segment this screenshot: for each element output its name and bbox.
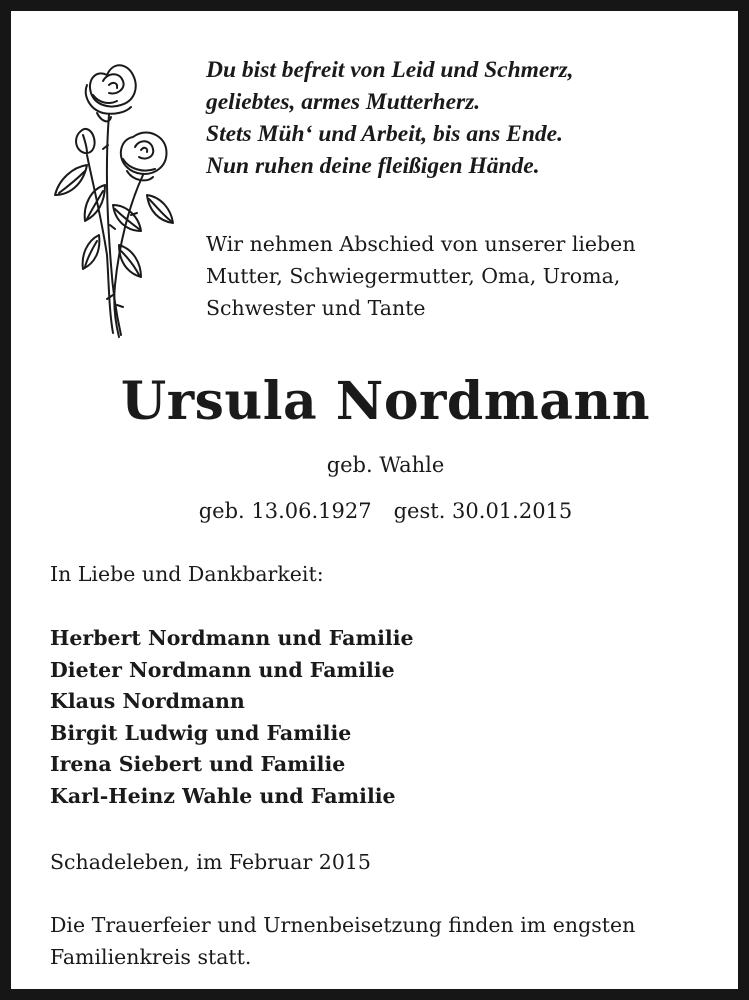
life-dates bbox=[11, 495, 749, 527]
mourner-item: Dieter Nordmann und Familie bbox=[50, 657, 395, 682]
deceased-name: Ursula Nordmann bbox=[120, 371, 651, 432]
birth-date: geb. 13.06.1927 bbox=[198, 499, 372, 523]
intro-line: Wir nehmen Abschied von unserer lieben bbox=[206, 232, 636, 256]
place-date: Schadeleben, im Februar 2015 bbox=[50, 850, 371, 874]
farewell-intro bbox=[206, 228, 726, 324]
poem-line: Du bist befreit von Leid und Schmerz, bbox=[206, 57, 574, 83]
intro-line: Mutter, Schwiegermutter, Oma, Uroma, bbox=[206, 264, 621, 288]
poem-line: Nun ruhen deine fleißigen Hände. bbox=[206, 153, 540, 179]
poem-line: Stets Müh‘ und Arbeit, bis ans Ende. bbox=[206, 121, 563, 147]
death-date: gest. 30.01.2015 bbox=[393, 499, 573, 523]
mourner-item: Irena Siebert und Familie bbox=[50, 752, 346, 776]
mourners-list bbox=[50, 623, 414, 812]
mourner-item: Klaus Nordmann bbox=[50, 689, 245, 713]
notice-line: Die Trauerfeier und Urnenbeisetzung finden im engsten bbox=[50, 913, 636, 937]
mourner-item: Birgit Ludwig und Familie bbox=[50, 720, 352, 745]
funeral-notice bbox=[50, 909, 730, 973]
mourner-item: Karl-Heinz Wahle und Familie bbox=[50, 783, 396, 808]
notice-line: Familienkreis statt. bbox=[50, 945, 252, 969]
intro-line: Schwester und Tante bbox=[206, 296, 426, 320]
poem-block bbox=[206, 54, 726, 182]
maiden-name: geb. Wahle bbox=[326, 453, 445, 477]
poem-line: geliebtes, armes Mutterherz. bbox=[206, 89, 481, 115]
rose-icon bbox=[47, 55, 187, 339]
mourner-item: Herbert Nordmann und Familie bbox=[50, 626, 414, 650]
thanks-line: In Liebe und Dankbarkeit: bbox=[50, 562, 324, 586]
